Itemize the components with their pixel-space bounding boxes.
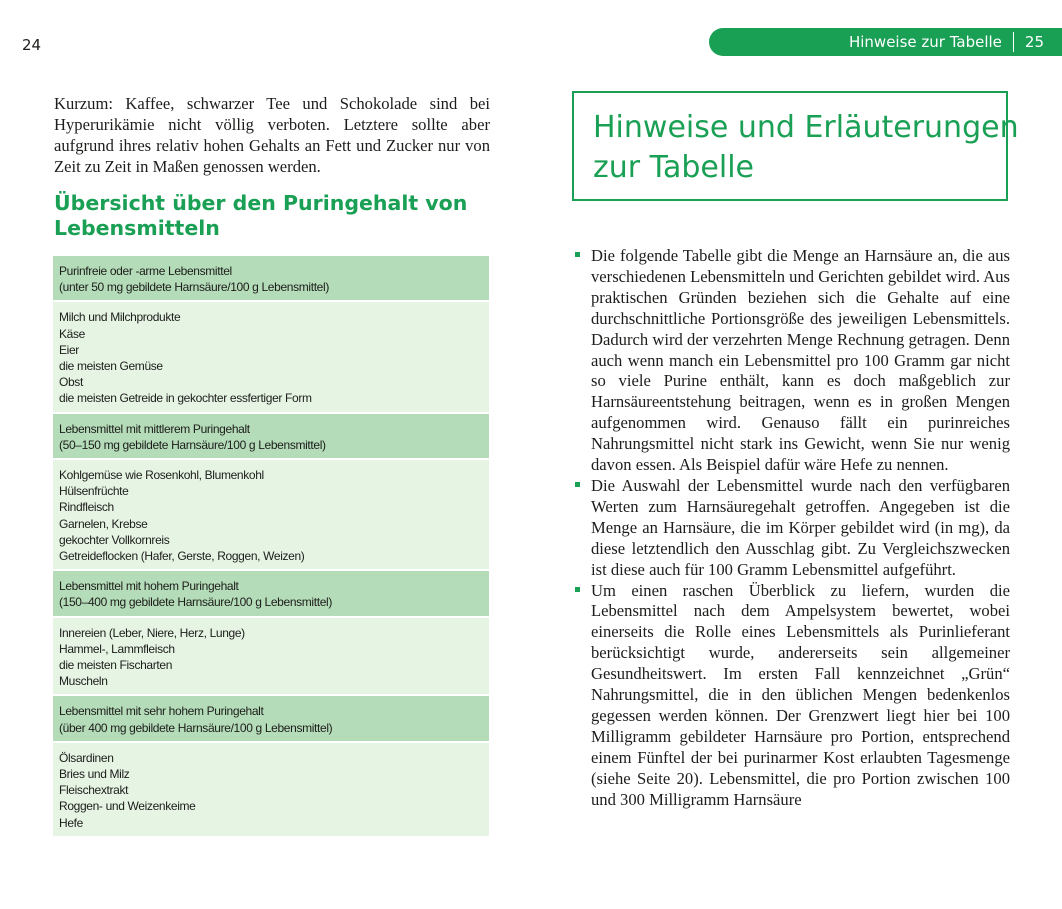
page-number-right: 25 bbox=[1024, 33, 1044, 51]
section-title-box bbox=[572, 91, 1019, 201]
bullet-square-icon bbox=[575, 252, 580, 257]
box-title-line-1: Hinweise und Erläuterungen bbox=[593, 110, 1019, 145]
table-line: Innereien (Leber, Niere, Herz, Lunge) bbox=[59, 625, 245, 640]
table-line: Hülsenfrüchte bbox=[59, 484, 129, 499]
section-heading-line-1: Übersicht über den Puringehalt von bbox=[54, 191, 468, 215]
table-line: Lebensmittel mit mittlerem Puringehalt bbox=[59, 421, 250, 436]
table-line: Käse bbox=[59, 326, 85, 341]
table-line: (unter 50 mg gebildete Harnsäure/100 g Lebensmittel) bbox=[59, 280, 329, 295]
list-item bbox=[573, 581, 1010, 811]
section-heading-line-2: Lebensmitteln bbox=[54, 216, 220, 240]
bullet-square-icon bbox=[575, 482, 580, 487]
table-line: Milch und Milchprodukte bbox=[59, 310, 181, 325]
table-line: die meisten Getreide in gekochter essfertiger Form bbox=[59, 391, 312, 406]
list-item-text: Die Auswahl der Lebensmittel wurde nach den verfügbaren Werten zum Harnsäuregehalt getroffen. Angegeben ist die Menge an Harnsäure, die im Körper gebildet wird (in mg), da diese letztendlich den Ausschlag gibt. Zu Vergleichszwecken ist diese auch für 100 Gramm Lebensmittel aufgeführt. bbox=[591, 475, 1010, 579]
list-item-text: Die folgende Tabelle gibt die Menge an Harnsäure an, die aus verschiedenen Lebensmitteln und Gerichten gebildet wird. Aus praktischen Gründen beziehen sich die Gehalte auf eine durchschnittliche Portionsgröße des jeweiligen Lebensmittels. Dadurch wird der verzehrten Menge Rechnung getragen. Denn auch wenn manch ein Lebensmittel pro 100 Gramm gar nicht so viele Purine enthält, kann es doch maßgeblich zur Harnsäureentstehung beitragen, wenn es in großen Mengen aufgenommen wird. Genauso fällt ein purinreiches Nahrungsmittel nicht stark ins Gewicht, wenn Sie nur wenig davon essen. Als Beispiel dafür wäre Hefe zu nennen. bbox=[591, 246, 1010, 475]
table-category-items bbox=[53, 460, 489, 571]
bullet-square-icon bbox=[575, 587, 580, 592]
box-title-line-2: zur Tabelle bbox=[593, 150, 755, 185]
list-item bbox=[573, 476, 1010, 581]
table-line: Purinfreie oder -arme Lebensmittel bbox=[59, 264, 232, 278]
table-category-items bbox=[53, 618, 489, 697]
table-line: die meisten Fischarten bbox=[59, 658, 173, 673]
table-category-header bbox=[53, 414, 489, 460]
table-category-header bbox=[53, 571, 489, 617]
table-line: Garnelen, Krebse bbox=[59, 516, 148, 531]
list-item bbox=[573, 246, 1010, 476]
table-line: Roggen- und Weizenkeime bbox=[59, 799, 196, 814]
intro-paragraph: Kurzum: Kaffee, schwarzer Tee und Schokolade sind bei Hyperurikämie nicht völlig verboten. Letztere sollte aber aufgrund ihres relativ hohen Gehalts an Fett und Zucker nur von Zeit zu Zeit in Maßen genossen werden. bbox=[54, 94, 490, 176]
table-line: Lebensmittel mit sehr hohem Puringehalt bbox=[59, 704, 264, 719]
page-number-left: 24 bbox=[22, 36, 42, 54]
table-line: Obst bbox=[59, 375, 83, 390]
table-line: (150–400 mg gebildete Harnsäure/100 g Lebensmittel) bbox=[59, 595, 333, 610]
section-heading bbox=[54, 191, 490, 241]
table-line: Ölsardinen bbox=[59, 750, 114, 765]
table-line: Hefe bbox=[59, 815, 83, 830]
table-line: Bries und Milz bbox=[59, 767, 130, 782]
table-line: (über 400 mg gebildete Harnsäure/100 g Lebensmittel) bbox=[59, 720, 333, 735]
table-line: Eier bbox=[59, 342, 79, 357]
table-category-header bbox=[53, 696, 489, 742]
table-line: Fleischextrakt bbox=[59, 783, 129, 798]
table-line: Muscheln bbox=[59, 674, 108, 689]
table-line: die meisten Gemüse bbox=[59, 359, 163, 374]
table-line: Rindfleisch bbox=[59, 500, 114, 515]
running-header bbox=[709, 28, 1062, 56]
table-category-items bbox=[53, 743, 489, 838]
table-category-items bbox=[53, 302, 489, 413]
table-line: gekochter Vollkornreis bbox=[59, 532, 170, 547]
table-category-header bbox=[53, 256, 489, 302]
table-line: Getreideflocken (Hafer, Gerste, Roggen, Weizen) bbox=[59, 549, 305, 564]
table-line: Hammel-, Lammfleisch bbox=[59, 641, 175, 656]
table-line: Kohlgemüse wie Rosenkohl, Blumenkohl bbox=[59, 468, 264, 483]
table-line: (50–150 mg gebildete Harnsäure/100 g Lebensmittel) bbox=[59, 437, 326, 452]
running-header-title: Hinweise zur Tabelle bbox=[848, 33, 1002, 51]
purine-table bbox=[53, 256, 489, 838]
table-line: Lebensmittel mit hohem Puringehalt bbox=[59, 579, 239, 594]
notes-list bbox=[573, 246, 1010, 810]
list-item-text: Um einen raschen Überblick zu liefern, wurden die Lebensmittel nach dem Ampelsystem bewertet, wobei einerseits die Rolle eines Lebensmittels als Purinlieferant berücksichtigt wurde, andererseits sein allgemeiner Gesundheitswert. Im ersten Fall kennzeichnet „Grün“ Nahrungsmittel, die in den üblichen Mengen bedenkenlos gegessen werden können. Der Grenzwert liegt hier bei 100 Milligramm gebildeter Harnsäure pro Portion, entsprechend einem Fünftel der bei purinarmer Kost erlaubten Tagesmenge (siehe Seite 20). Lebensmittel, die pro Portion zwischen 100 und 300 Milligramm Harnsäure bbox=[591, 580, 1010, 809]
